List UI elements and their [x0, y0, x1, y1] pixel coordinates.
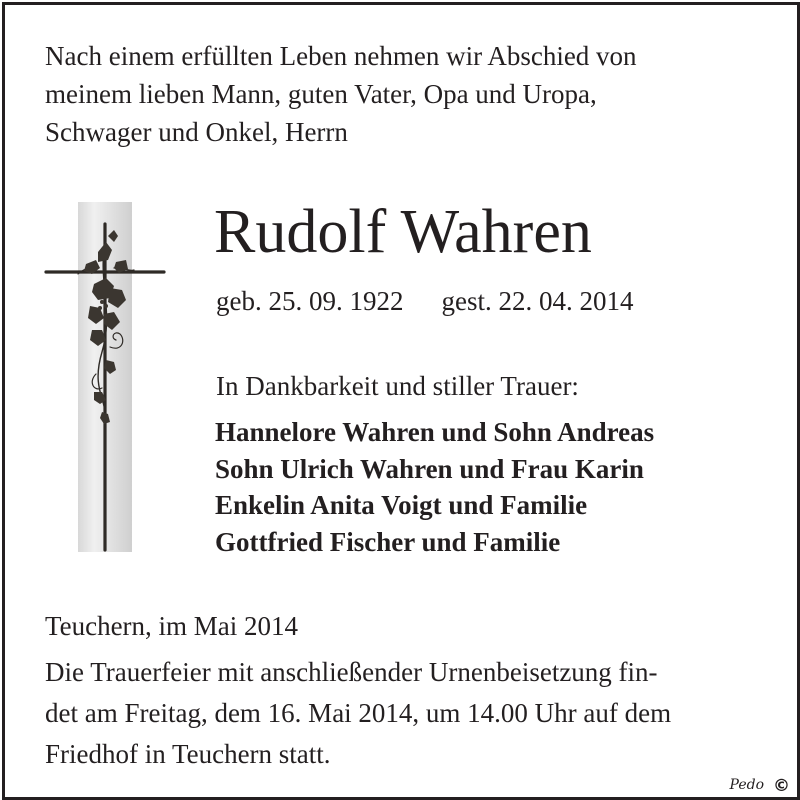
- intro-line: meinem lieben Mann, guten Vater, Opa und Uropa,: [45, 79, 597, 109]
- intro-text: [45, 37, 765, 151]
- mourner-entry: Hannelore Wahren und Sohn Andreas: [215, 417, 655, 447]
- service-info: [45, 652, 765, 775]
- mourners-list: [215, 414, 654, 560]
- life-dates: [216, 283, 633, 319]
- service-line: det am Freitag, dem 16. Mai 2014, um 14.00 Uhr auf dem: [45, 698, 672, 728]
- place-and-date: Teuchern, im Mai 2014: [45, 611, 299, 641]
- intro-line: Schwager und Onkel, Herrn: [45, 117, 348, 147]
- mourner-entry: Enkelin Anita Voigt und Familie: [215, 490, 588, 520]
- designer-signature: Pedo: [729, 777, 764, 793]
- death-date: gest. 22. 04. 2014: [441, 286, 634, 316]
- service-line: Friedhof in Teuchern statt.: [45, 739, 331, 769]
- cross-with-vine-icon: [44, 222, 166, 552]
- gratitude-line: In Dankbarkeit und stiller Trauer:: [216, 371, 579, 401]
- birth-date: geb. 25. 09. 1922: [216, 286, 404, 316]
- deceased-name: Rudolf Wahren: [214, 198, 592, 266]
- intro-line: Nach einem erfüllten Leben nehmen wir Abschied von: [45, 41, 637, 71]
- mourner-entry: Sohn Ulrich Wahren und Frau Karin: [215, 453, 644, 484]
- service-line: Die Trauerfeier mit anschließender Urnenbeisetzung fin-: [45, 657, 658, 687]
- copyright-icon: ©: [773, 776, 790, 796]
- mourner-entry: Gottfried Fischer und Familie: [215, 526, 561, 557]
